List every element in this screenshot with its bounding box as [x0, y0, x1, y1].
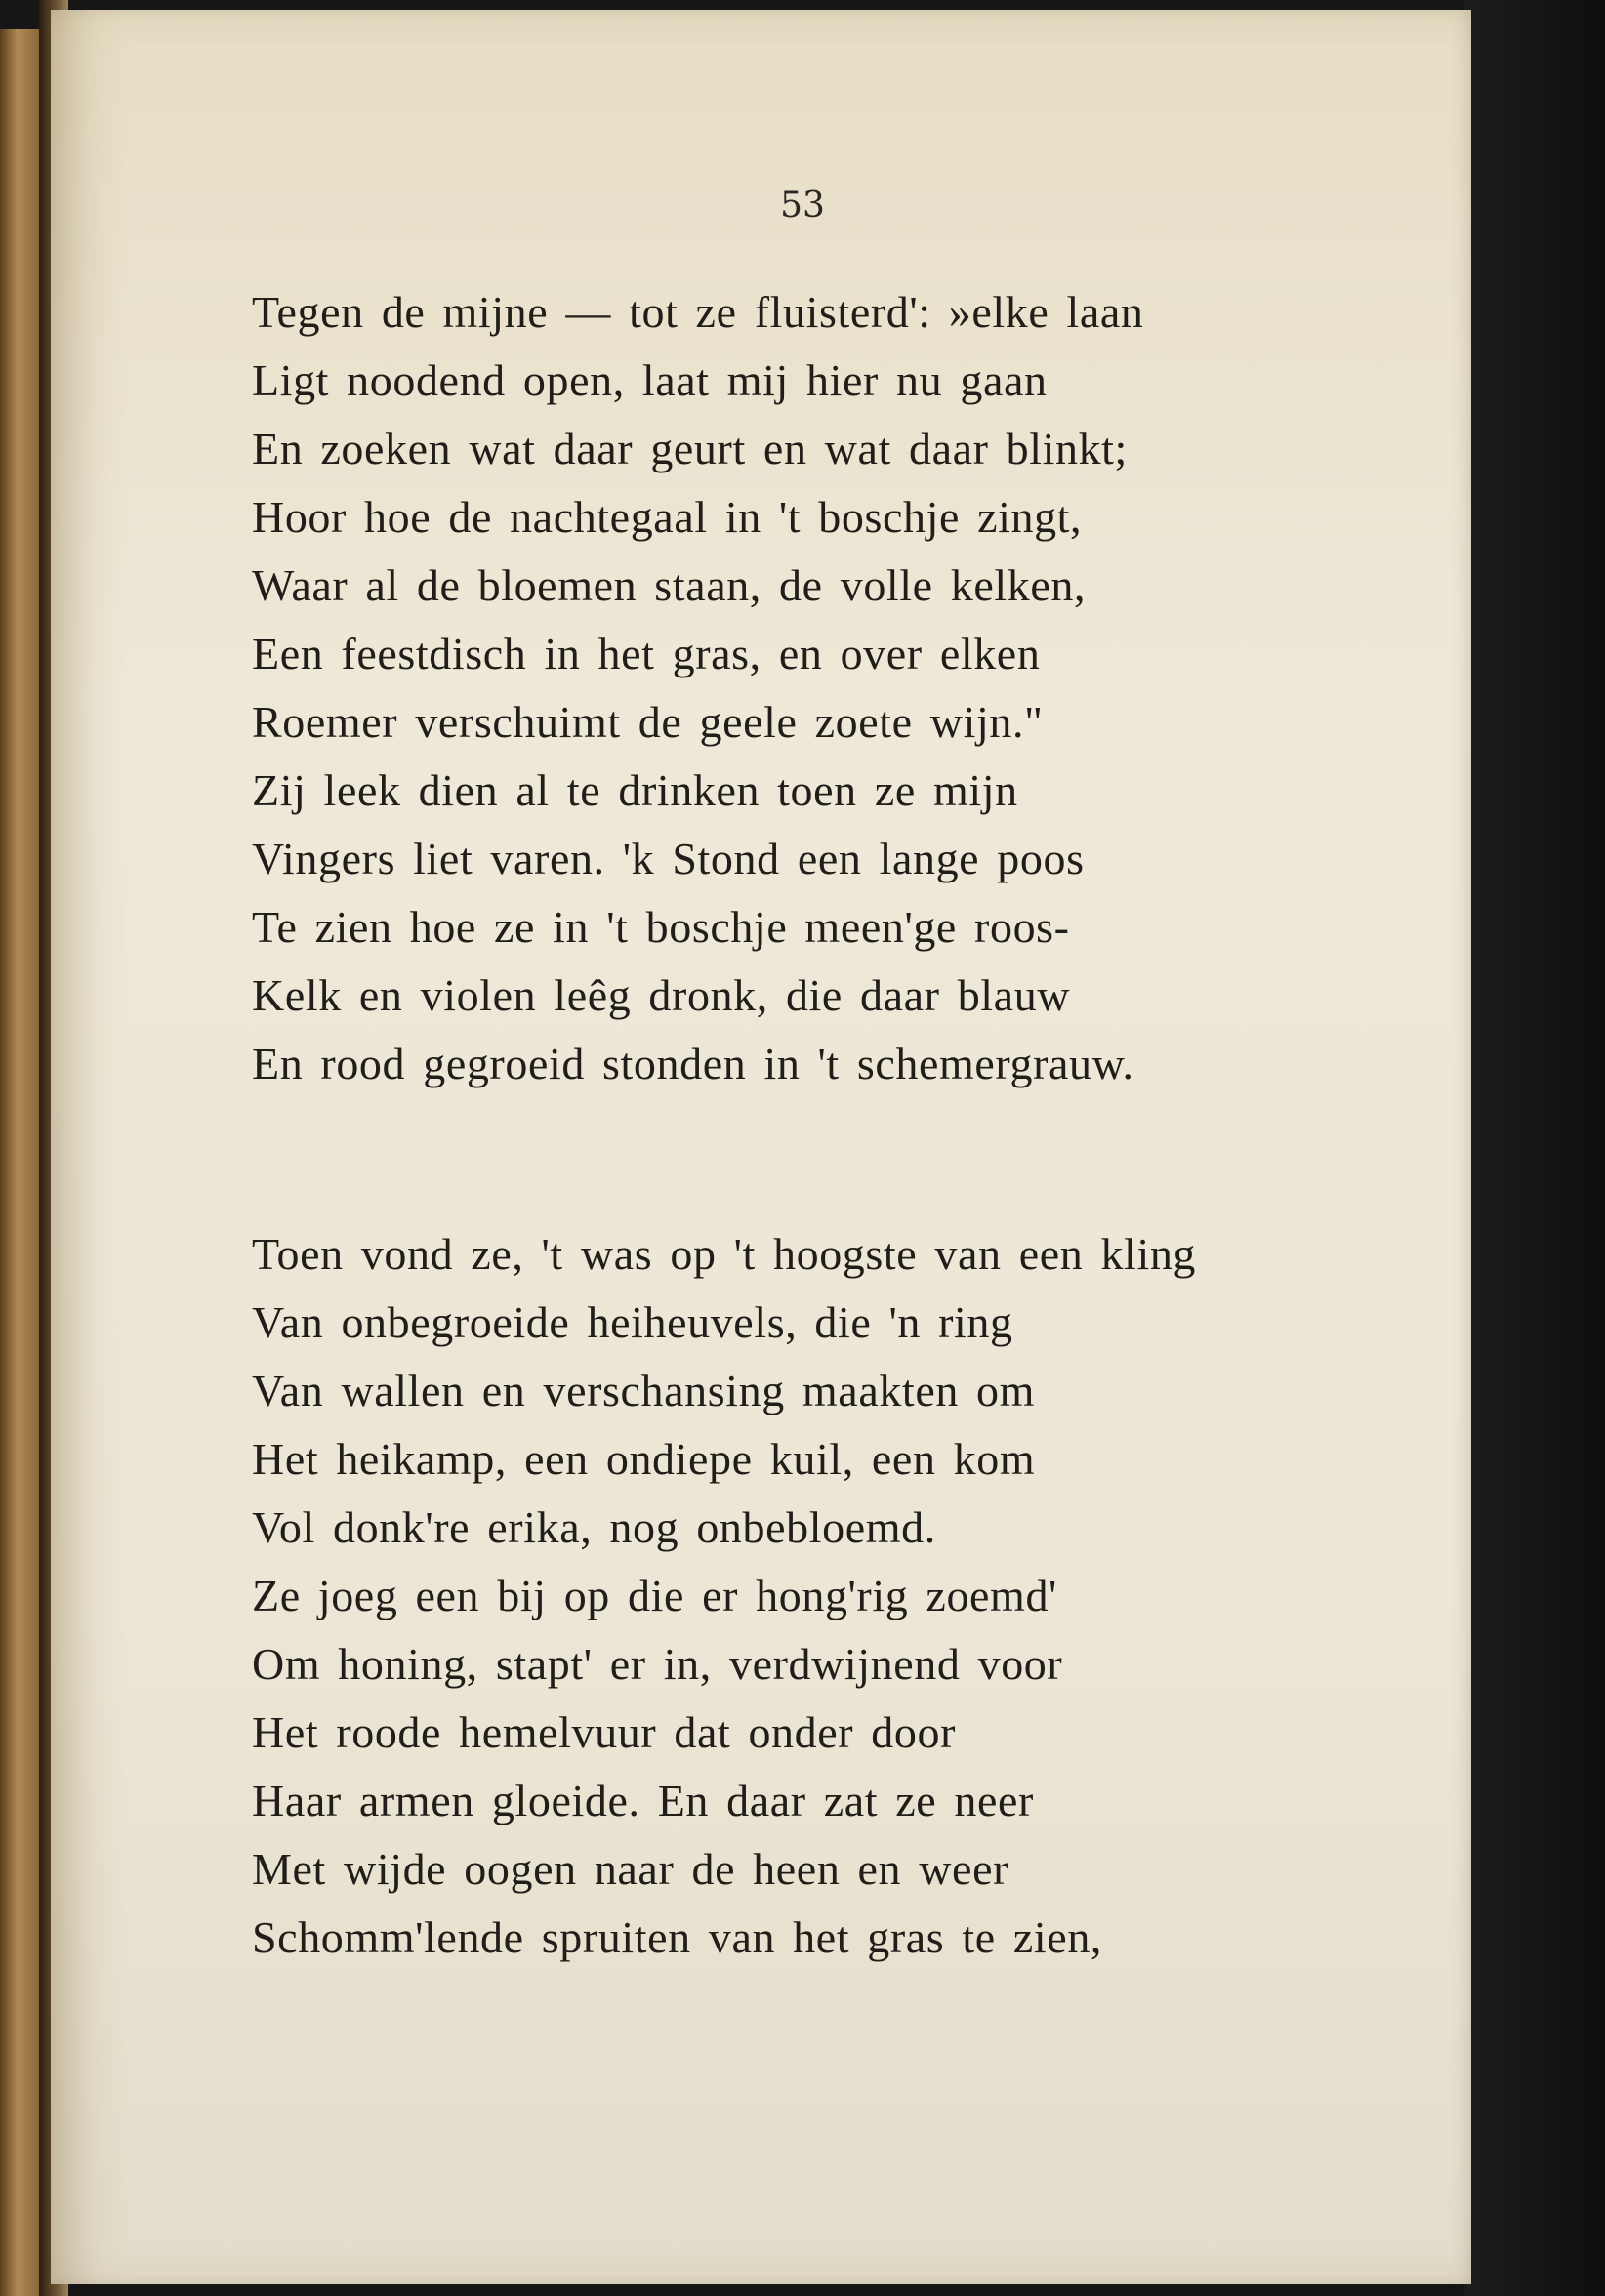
stanza-2 [252, 1220, 1196, 1972]
poem-line: Van onbegroeide heiheuvels, die 'n ring [252, 1297, 1013, 1347]
poem-line: Het roode hemelvuur dat onder door [252, 1707, 957, 1757]
page-number: 53 [780, 185, 825, 226]
book-page [51, 10, 1471, 2284]
poem-line: Ligt noodend open, laat mij hier nu gaan [252, 355, 1048, 405]
poem-line: Roemer verschuimt de geele zoete wijn." [252, 697, 1044, 747]
poem-line: Vol donk're erika, nog onbebloemd. [252, 1502, 936, 1552]
poem-line: Kelk en violen leêg dronk, die daar blauw [252, 970, 1071, 1020]
poem-line: Hoor hoe de nachtegaal in 't boschje zingt, [252, 492, 1083, 542]
stanza-1 [252, 278, 1143, 1098]
poem-line: Om honing, stapt' er in, verdwijnend voor [252, 1639, 1063, 1689]
poem-line: Zij leek dien al te drinken toen ze mijn [252, 765, 1018, 815]
poem-line: En zoeken wat daar geurt en wat daar blinkt; [252, 424, 1128, 473]
poem-line: Schomm'lende spruiten van het gras te zien, [252, 1912, 1103, 1962]
poem-line: Te zien hoe ze in 't boschje meen'ge roos- [252, 902, 1070, 952]
poem-line: En rood gegroeid stonden in 't schemergrauw. [252, 1039, 1134, 1088]
poem-line: Met wijde oogen naar de heen en weer [252, 1844, 1009, 1894]
poem-line: Vingers liet varen. 'k Stond een lange poos [252, 834, 1085, 883]
poem-line: Ze joeg een bij op die er hong'rig zoemd' [252, 1571, 1057, 1620]
background-surface [1464, 0, 1605, 2296]
poem-line: Een feestdisch in het gras, en over elken [252, 629, 1041, 678]
poem-line: Haar armen gloeide. En daar zat ze neer [252, 1776, 1034, 1825]
left-page-edge [0, 29, 39, 2296]
poem-line: Waar al de bloemen staan, de volle kelken, [252, 560, 1087, 610]
poem-line: Toen vond ze, 't was op 't hoogste van een kling [252, 1229, 1197, 1279]
poem-line: Het heikamp, een ondiepe kuil, een kom [252, 1434, 1036, 1484]
poem-line: Van wallen en verschansing maakten om [252, 1366, 1036, 1415]
poem-line: Tegen de mijne — tot ze fluisterd': »elke laan [252, 287, 1144, 337]
